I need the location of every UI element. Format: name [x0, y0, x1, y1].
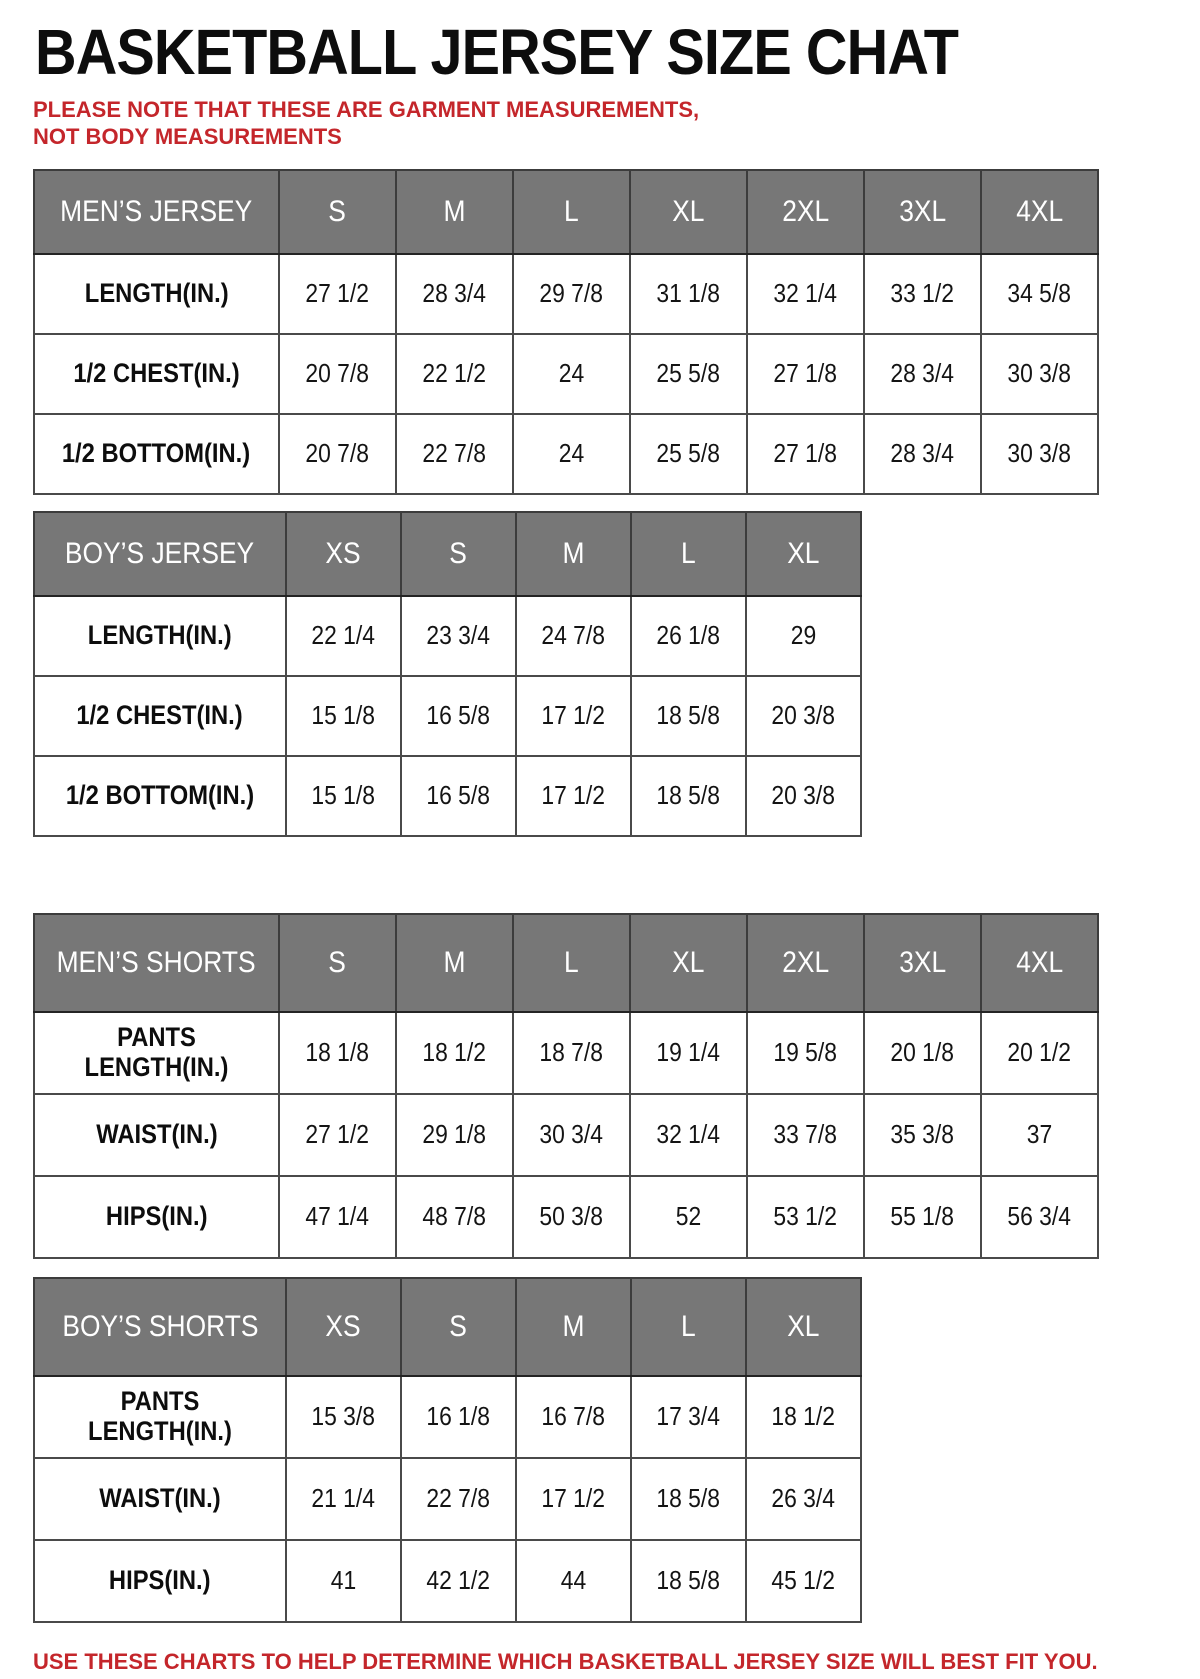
measurement-row — [34, 676, 861, 756]
value-cell — [396, 1176, 513, 1258]
size-header-row — [34, 170, 1098, 254]
size-header-cell — [630, 914, 747, 1012]
page-title — [35, 16, 1170, 88]
value-cell — [864, 1176, 981, 1258]
size-header-row — [34, 914, 1098, 1012]
cell-text: 20 3/8 — [771, 780, 836, 811]
cell-text: 18 1/2 — [771, 1401, 836, 1432]
cell-text: 18 1/2 — [422, 1037, 487, 1068]
size-header-cell — [631, 1278, 746, 1376]
cell-text: 30 3/8 — [1007, 358, 1072, 389]
boys-jersey-table — [33, 511, 862, 837]
cell-text: XS — [325, 536, 362, 570]
cell-text: 18 5/8 — [656, 1565, 721, 1596]
measurement-row — [34, 254, 1098, 334]
cell-text: 22 7/8 — [426, 1483, 491, 1514]
cell-text: 28 3/4 — [890, 438, 955, 469]
row-label-cell — [34, 1540, 286, 1622]
cell-text: 20 3/8 — [771, 700, 836, 731]
mens-jersey-table — [33, 169, 1099, 495]
cell-text: LENGTH(IN.) — [84, 278, 229, 309]
cell-text: PANTS LENGTH(IN.) — [84, 1022, 229, 1082]
value-cell — [396, 1012, 513, 1094]
size-header-cell — [516, 1278, 631, 1376]
cell-text: BOY’S SHORTS — [61, 1309, 259, 1343]
row-label-cell — [34, 1012, 279, 1094]
cell-text: 20 1/2 — [1007, 1037, 1072, 1068]
size-header-row — [34, 1278, 861, 1376]
value-cell — [516, 1540, 631, 1622]
cell-text: XL — [672, 194, 705, 228]
cell-text: LENGTH(IN.) — [88, 620, 232, 651]
row-label-cell — [34, 756, 286, 836]
cell-text: 1/2 CHEST(IN.) — [73, 358, 240, 389]
cell-text: 15 1/8 — [311, 700, 376, 731]
cell-text: WAIST(IN.) — [99, 1483, 221, 1514]
cell-text: M — [562, 536, 585, 570]
row-label-cell — [34, 414, 279, 494]
cell-text: 33 1/2 — [890, 278, 955, 309]
size-header-cell — [279, 170, 396, 254]
value-cell — [279, 254, 396, 334]
cell-text: MEN’S JERSEY — [60, 194, 253, 228]
measurement-row — [34, 1376, 861, 1458]
value-cell — [286, 1458, 401, 1540]
cell-text: 28 3/4 — [422, 278, 487, 309]
cell-text: 21 1/4 — [311, 1483, 376, 1514]
value-cell — [286, 676, 401, 756]
value-cell — [747, 1012, 864, 1094]
size-header-cell — [286, 512, 401, 596]
value-cell — [513, 334, 630, 414]
row-label-cell — [34, 596, 286, 676]
cell-text: 30 3/4 — [539, 1119, 604, 1150]
size-header-cell — [513, 170, 630, 254]
value-cell — [747, 254, 864, 334]
cell-text: 26 3/4 — [771, 1483, 836, 1514]
cell-text: 17 1/2 — [541, 780, 606, 811]
value-cell — [631, 596, 746, 676]
measurement-row — [34, 1176, 1098, 1258]
value-cell — [630, 1094, 747, 1176]
cell-text: HIPS(IN.) — [109, 1565, 211, 1596]
cell-text: 17 3/4 — [656, 1401, 721, 1432]
cell-text: 25 5/8 — [656, 438, 721, 469]
row-label-cell — [34, 254, 279, 334]
table-title-cell — [34, 914, 279, 1012]
value-cell — [981, 414, 1098, 494]
size-header-cell — [401, 1278, 516, 1376]
cell-text: 25 5/8 — [656, 358, 721, 389]
cell-text: 2XL — [782, 945, 829, 979]
value-cell — [513, 1094, 630, 1176]
cell-text: 18 5/8 — [656, 1483, 721, 1514]
cell-text: 32 1/4 — [656, 1119, 721, 1150]
value-cell — [516, 1458, 631, 1540]
value-cell — [746, 1458, 861, 1540]
value-cell — [981, 1176, 1098, 1258]
cell-text: 4XL — [1016, 194, 1063, 228]
cell-text: 18 5/8 — [656, 700, 721, 731]
value-cell — [516, 676, 631, 756]
measurement-row — [34, 756, 861, 836]
row-label-cell — [34, 676, 286, 756]
cell-text: S — [328, 194, 347, 228]
row-label-cell — [34, 334, 279, 414]
cell-text: 27 1/8 — [773, 438, 838, 469]
value-cell — [747, 1176, 864, 1258]
cell-text: 56 3/4 — [1007, 1201, 1072, 1232]
cell-text: 3XL — [899, 945, 946, 979]
cell-text: XL — [787, 536, 820, 570]
cell-text: PANTS LENGTH(IN.) — [88, 1386, 232, 1446]
cell-text: 22 1/4 — [311, 620, 376, 651]
value-cell — [747, 334, 864, 414]
cell-text: XL — [672, 945, 705, 979]
cell-text: 27 1/8 — [773, 358, 838, 389]
value-cell — [401, 596, 516, 676]
cell-text: 15 1/8 — [311, 780, 376, 811]
value-cell — [286, 756, 401, 836]
size-header-cell — [746, 1278, 861, 1376]
cell-text: 20 7/8 — [305, 358, 370, 389]
cell-text: 34 5/8 — [1007, 278, 1072, 309]
cell-text: WAIST(IN.) — [95, 1119, 218, 1150]
cell-text: HIPS(IN.) — [105, 1201, 208, 1232]
cell-text: L — [681, 1309, 696, 1343]
value-cell — [981, 1012, 1098, 1094]
value-cell — [279, 1012, 396, 1094]
size-header-cell — [513, 914, 630, 1012]
cell-text: 47 1/4 — [305, 1201, 370, 1232]
size-header-row — [34, 512, 861, 596]
cell-text: 1/2 CHEST(IN.) — [76, 700, 244, 731]
row-label-cell — [34, 1458, 286, 1540]
value-cell — [630, 1012, 747, 1094]
value-cell — [396, 334, 513, 414]
cell-text: L — [564, 945, 579, 979]
value-cell — [747, 414, 864, 494]
value-cell — [864, 334, 981, 414]
value-cell — [513, 254, 630, 334]
fit-advice-note: USE THESE CHARTS TO HELP DETERMINE WHICH BASKETBALL JERSEY SIZE WILL BEST FIT YOU. — [33, 1648, 1098, 1674]
value-cell — [396, 254, 513, 334]
cell-text: 53 1/2 — [773, 1201, 838, 1232]
table-title-cell — [34, 512, 286, 596]
cell-text: 28 3/4 — [890, 358, 955, 389]
value-cell — [401, 1376, 516, 1458]
cell-text: 15 3/8 — [311, 1401, 376, 1432]
value-cell — [286, 1376, 401, 1458]
value-cell — [401, 756, 516, 836]
size-header-cell — [396, 914, 513, 1012]
value-cell — [631, 1376, 746, 1458]
cell-text: 30 3/8 — [1007, 438, 1072, 469]
cell-text: 42 1/2 — [426, 1565, 491, 1596]
value-cell — [279, 1094, 396, 1176]
value-cell — [279, 414, 396, 494]
size-header-cell — [746, 512, 861, 596]
table-title-cell — [34, 170, 279, 254]
value-cell — [864, 254, 981, 334]
cell-text: 31 1/8 — [656, 278, 721, 309]
size-header-cell — [286, 1278, 401, 1376]
cell-text: 2XL — [782, 194, 829, 228]
cell-text: 16 5/8 — [426, 700, 491, 731]
value-cell — [746, 1540, 861, 1622]
cell-text: XL — [787, 1309, 820, 1343]
cell-text: 17 1/2 — [541, 700, 606, 731]
cell-text: 27 1/2 — [305, 278, 370, 309]
cell-text: 20 1/8 — [890, 1037, 955, 1068]
page-title-text: BASKETBALL JERSEY SIZE CHAT — [35, 16, 959, 88]
cell-text: 24 7/8 — [541, 620, 606, 651]
size-header-cell — [401, 512, 516, 596]
measurement-row — [34, 1094, 1098, 1176]
size-header-cell — [747, 914, 864, 1012]
size-header-cell — [981, 170, 1098, 254]
cell-text: 29 7/8 — [539, 278, 604, 309]
value-cell — [631, 1540, 746, 1622]
cell-text: S — [449, 1309, 468, 1343]
value-cell — [279, 334, 396, 414]
measurement-row — [34, 414, 1098, 494]
size-header-cell — [396, 170, 513, 254]
value-cell — [747, 1094, 864, 1176]
cell-text: M — [443, 945, 466, 979]
size-header-cell — [630, 170, 747, 254]
value-cell — [286, 596, 401, 676]
cell-text: 32 1/4 — [773, 278, 838, 309]
cell-text: S — [328, 945, 347, 979]
boys-shorts-table — [33, 1277, 862, 1623]
size-header-cell — [279, 914, 396, 1012]
cell-text: 18 7/8 — [539, 1037, 604, 1068]
value-cell — [401, 1540, 516, 1622]
value-cell — [631, 756, 746, 836]
garment-measurement-note: PLEASE NOTE THAT THESE ARE GARMENT MEASUREMENTS, NOT BODY MEASUREMENTS — [33, 97, 700, 150]
size-header-cell — [981, 914, 1098, 1012]
cell-text: 33 7/8 — [773, 1119, 838, 1150]
mens-shorts-table — [33, 913, 1099, 1259]
cell-text: 1/2 BOTTOM(IN.) — [62, 438, 251, 469]
cell-text: 52 — [675, 1201, 702, 1232]
cell-text: 55 1/8 — [890, 1201, 955, 1232]
cell-text: M — [443, 194, 466, 228]
value-cell — [630, 1176, 747, 1258]
cell-text: 41 — [330, 1565, 357, 1596]
value-cell — [396, 414, 513, 494]
row-label-cell — [34, 1376, 286, 1458]
cell-text: 16 7/8 — [541, 1401, 606, 1432]
cell-text: 16 1/8 — [426, 1401, 491, 1432]
measurement-row — [34, 1540, 861, 1622]
cell-text: M — [562, 1309, 585, 1343]
value-cell — [981, 334, 1098, 414]
cell-text: 22 1/2 — [422, 358, 487, 389]
value-cell — [981, 1094, 1098, 1176]
cell-text: 45 1/2 — [771, 1565, 836, 1596]
cell-text: 1/2 BOTTOM(IN.) — [65, 780, 255, 811]
measurement-row — [34, 1012, 1098, 1094]
cell-text: 35 3/8 — [890, 1119, 955, 1150]
cell-text: 27 1/2 — [305, 1119, 370, 1150]
value-cell — [631, 1458, 746, 1540]
value-cell — [981, 254, 1098, 334]
cell-text: 44 — [560, 1565, 587, 1596]
row-label-cell — [34, 1094, 279, 1176]
cell-text: 50 3/8 — [539, 1201, 604, 1232]
cell-text: XS — [325, 1309, 362, 1343]
cell-text: 26 1/8 — [656, 620, 721, 651]
measurement-row — [34, 334, 1098, 414]
cell-text: 29 — [790, 620, 817, 651]
size-header-cell — [631, 512, 746, 596]
measurement-row — [34, 596, 861, 676]
cell-text: 17 1/2 — [541, 1483, 606, 1514]
size-header-cell — [747, 170, 864, 254]
cell-text: 23 3/4 — [426, 620, 491, 651]
cell-text: 29 1/8 — [422, 1119, 487, 1150]
value-cell — [513, 414, 630, 494]
cell-text: 20 7/8 — [305, 438, 370, 469]
measurement-row — [34, 1458, 861, 1540]
value-cell — [864, 414, 981, 494]
value-cell — [746, 1376, 861, 1458]
value-cell — [746, 756, 861, 836]
size-header-cell — [864, 914, 981, 1012]
cell-text: 16 5/8 — [426, 780, 491, 811]
value-cell — [746, 676, 861, 756]
value-cell — [630, 414, 747, 494]
row-label-cell — [34, 1176, 279, 1258]
value-cell — [396, 1094, 513, 1176]
value-cell — [513, 1176, 630, 1258]
cell-text: S — [449, 536, 468, 570]
value-cell — [516, 756, 631, 836]
value-cell — [513, 1012, 630, 1094]
value-cell — [516, 596, 631, 676]
cell-text: 18 5/8 — [656, 780, 721, 811]
cell-text: L — [681, 536, 696, 570]
value-cell — [746, 596, 861, 676]
value-cell — [630, 254, 747, 334]
cell-text: 19 5/8 — [773, 1037, 838, 1068]
cell-text: 18 1/8 — [305, 1037, 370, 1068]
cell-text: 19 1/4 — [656, 1037, 721, 1068]
value-cell — [630, 334, 747, 414]
value-cell — [864, 1012, 981, 1094]
cell-text: 37 — [1026, 1119, 1053, 1150]
cell-text: MEN’S SHORTS — [56, 945, 257, 979]
value-cell — [286, 1540, 401, 1622]
size-header-cell — [864, 170, 981, 254]
value-cell — [516, 1376, 631, 1458]
cell-text: 48 7/8 — [422, 1201, 487, 1232]
cell-text: L — [564, 194, 579, 228]
value-cell — [864, 1094, 981, 1176]
table-title-cell — [34, 1278, 286, 1376]
value-cell — [401, 676, 516, 756]
value-cell — [631, 676, 746, 756]
size-header-cell — [516, 512, 631, 596]
cell-text: 4XL — [1016, 945, 1063, 979]
value-cell — [401, 1458, 516, 1540]
value-cell — [279, 1176, 396, 1258]
cell-text: BOY’S JERSEY — [65, 536, 255, 570]
cell-text: 3XL — [899, 194, 946, 228]
cell-text: 24 — [558, 358, 585, 389]
cell-text: 22 7/8 — [422, 438, 487, 469]
cell-text: 24 — [558, 438, 585, 469]
